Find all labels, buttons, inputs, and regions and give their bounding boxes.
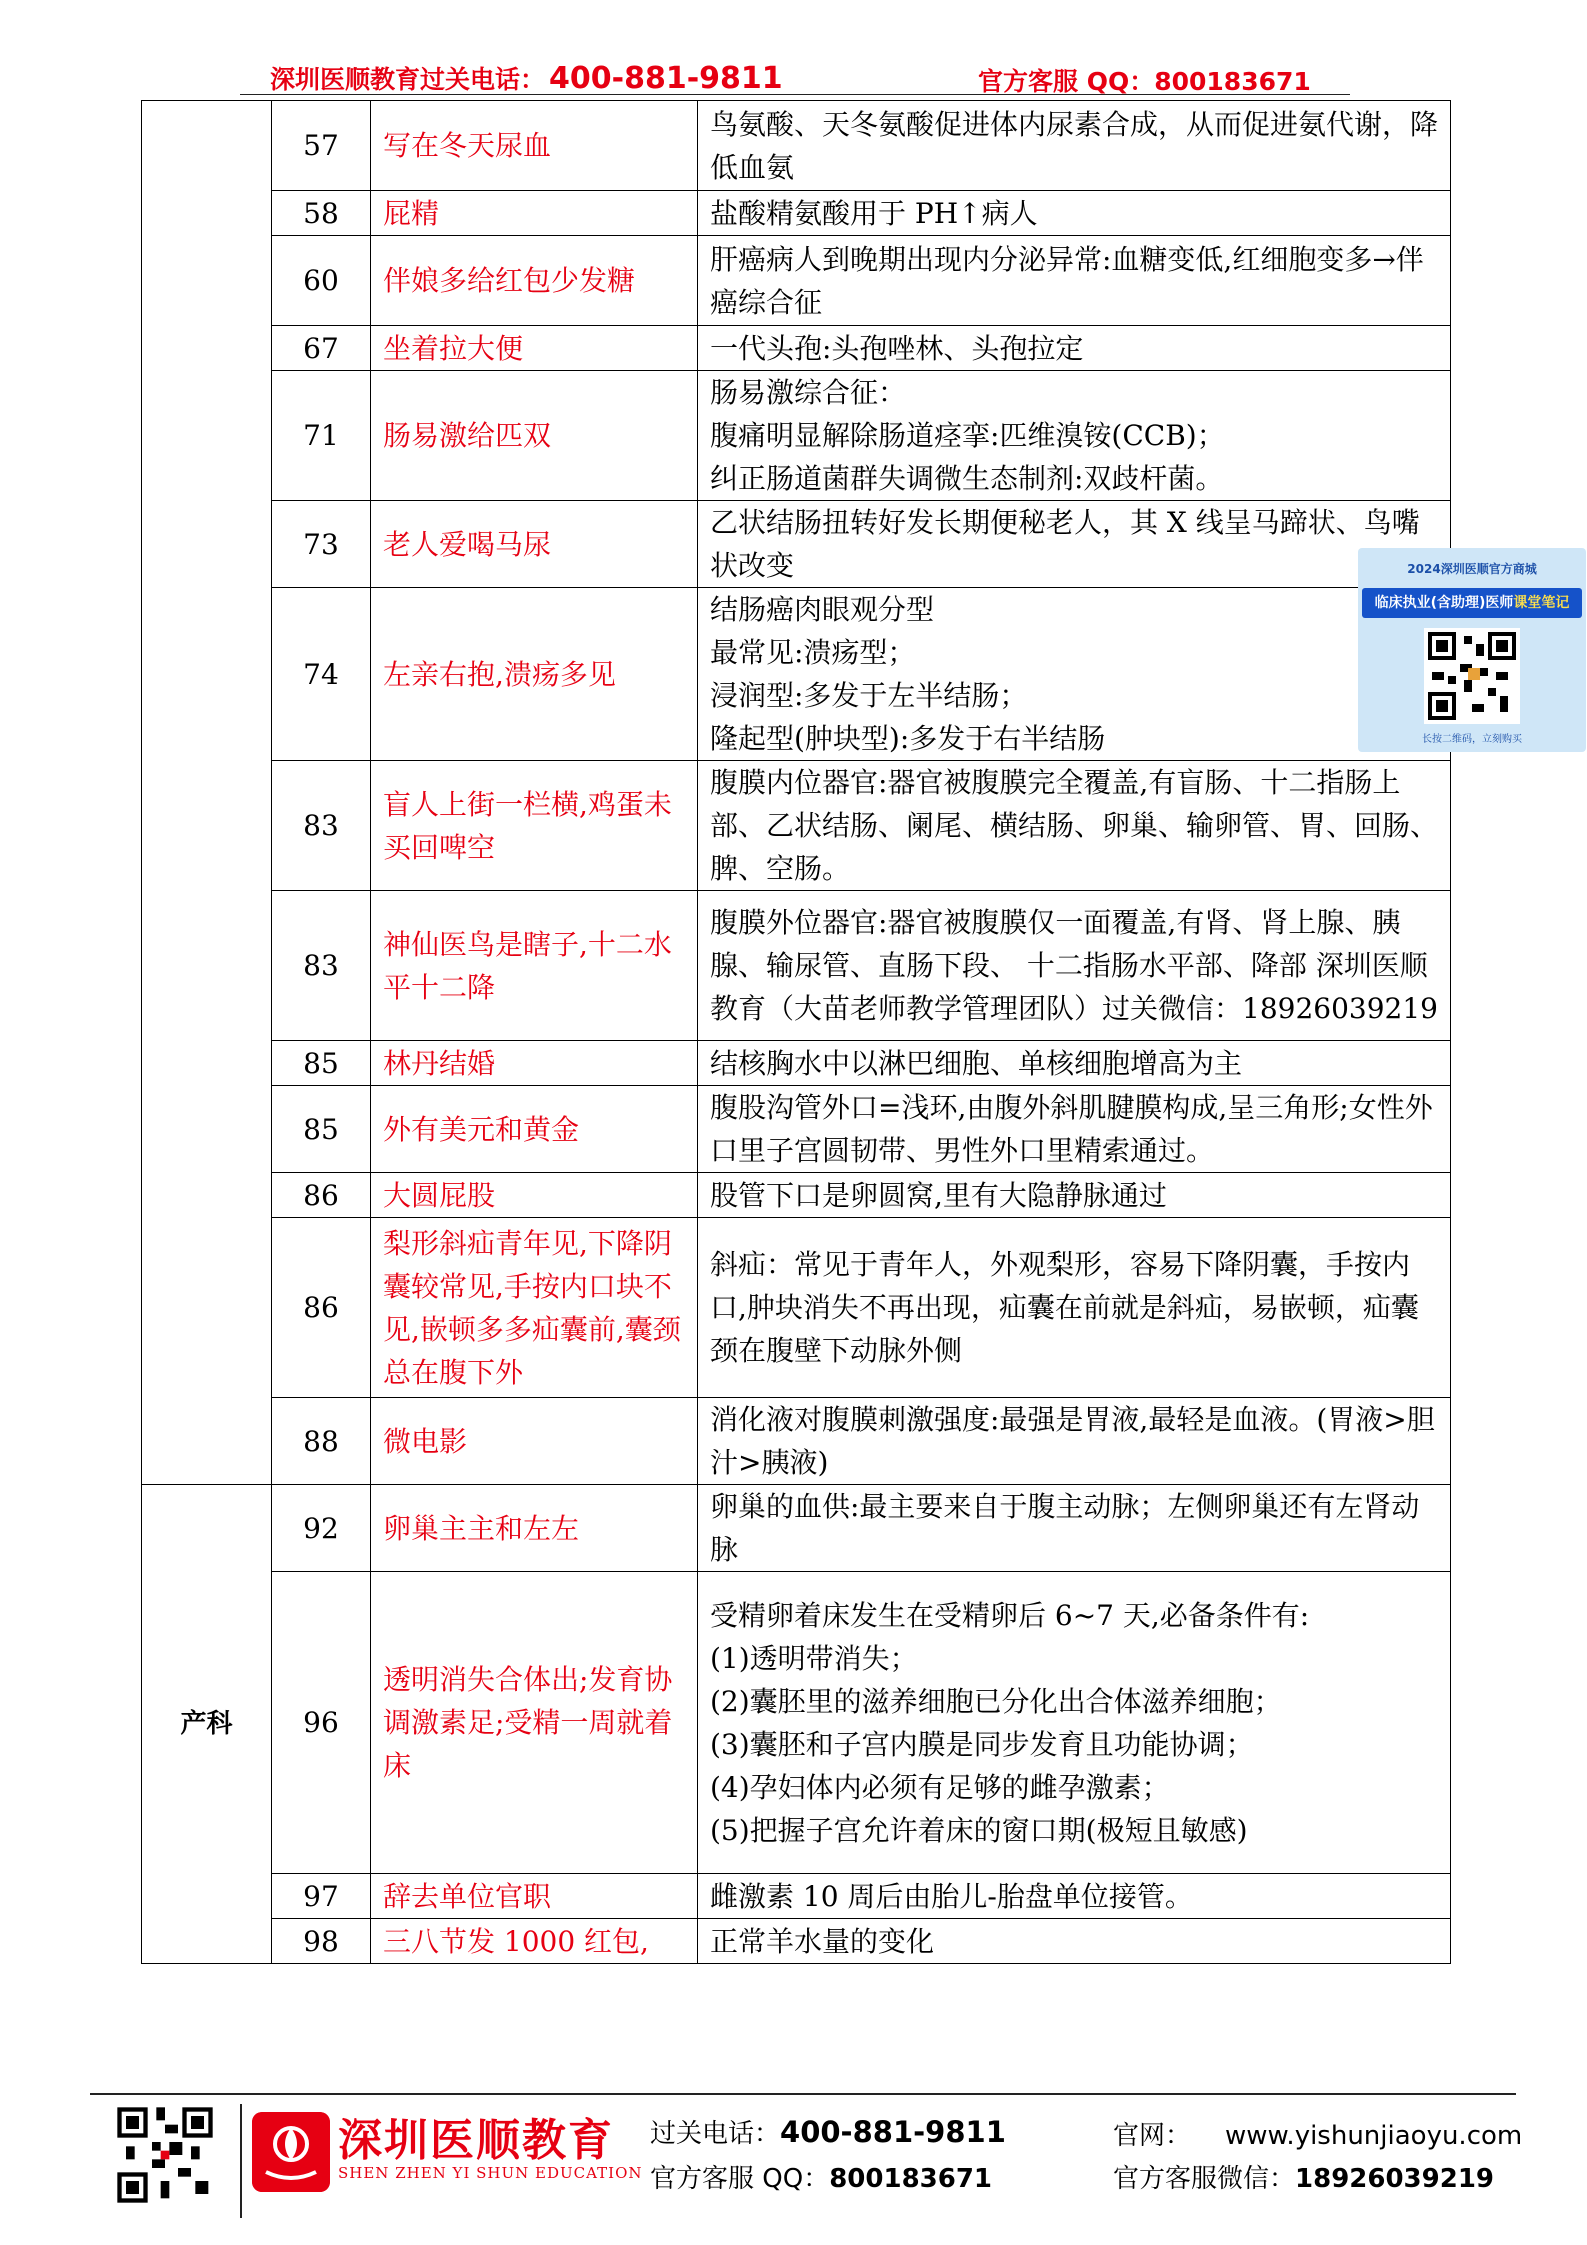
- row-number: 85: [272, 1041, 371, 1086]
- content-cell: 消化液对腹膜刺激强度:最强是胃液,最轻是血液。(胃液>胆汁>胰液): [698, 1398, 1451, 1485]
- table-row: [142, 1874, 1451, 1919]
- table-row: [142, 191, 1451, 236]
- logo-icon: [252, 2112, 330, 2192]
- content-cell: 乙状结肠扭转好发长期便秘老人，其 X 线呈马蹄状、鸟嘴状改变: [698, 501, 1451, 588]
- row-number: 85: [272, 1086, 371, 1173]
- row-number: 74: [272, 588, 371, 761]
- mnemonic-cell: 神仙医鸟是瞎子,十二水平十二降: [371, 891, 698, 1041]
- footer-org-name: 深圳医顺教育: [338, 2115, 614, 2166]
- table-row: [142, 501, 1451, 588]
- row-number: 97: [272, 1874, 371, 1919]
- category-cell: 产科: [142, 1485, 272, 1964]
- table-row: [142, 1041, 1451, 1086]
- table-row: [142, 101, 1451, 191]
- table-row: [142, 761, 1451, 891]
- footer-phone: 过关电话：400-881-9811: [650, 2115, 1006, 2149]
- mnemonic-table: [141, 100, 1451, 1964]
- mnemonic-cell: 写在冬天尿血: [371, 101, 698, 191]
- content-cell: 肝癌病人到晚期出现内分泌异常:血糖变低,红细胞变多→伴癌综合征: [698, 236, 1451, 326]
- row-number: 83: [272, 761, 371, 891]
- mnemonic-cell: 伴娘多给红包少发糖: [371, 236, 698, 326]
- website-link[interactable]: www.yishunjiaoyu.com: [1225, 2121, 1523, 2151]
- category-cell: [142, 101, 272, 1485]
- mnemonic-cell: 三八节发 1000 红包,: [371, 1919, 698, 1964]
- content-cell: 雌激素 10 周后由胎儿-胎盘单位接管。: [698, 1874, 1451, 1919]
- ad-qr-code-icon[interactable]: [1424, 628, 1520, 724]
- row-number: 71: [272, 371, 371, 501]
- mnemonic-cell: 盲人上街一栏横,鸡蛋未买回啤空: [371, 761, 698, 891]
- content-cell: 受精卵着床发生在受精卵后 6~7 天,必备条件有: (1)透明带消失； (2)囊胚里的滋养细胞已分化出合体滋养细胞； (3)囊胚和子宫内膜是同步发育且功能协调； (4)孕妇体内必须有足够的雌孕激素； (5)把握子宫允许着床的窗口期(极短且敏感): [698, 1572, 1451, 1874]
- footer-divider: [90, 2093, 1516, 2095]
- content-cell: 正常羊水量的变化: [698, 1919, 1451, 1964]
- table-row: [142, 236, 1451, 326]
- row-number: 60: [272, 236, 371, 326]
- table-row: [142, 588, 1451, 761]
- mnemonic-cell: 林丹结婚: [371, 1041, 698, 1086]
- mnemonic-cell: 透明消失合体出;发育协调激素足;受精一周就着床: [371, 1572, 698, 1874]
- content-cell: 盐酸精氨酸用于 PH↑病人: [698, 191, 1451, 236]
- table-body: [142, 101, 1451, 1964]
- mnemonic-cell: 大圆屁股: [371, 1173, 698, 1218]
- table-row: [142, 326, 1451, 371]
- header-qq: 官方客服 QQ：800183671: [978, 67, 1311, 96]
- mnemonic-cell: 肠易激给匹双: [371, 371, 698, 501]
- table-row: [142, 1485, 1451, 1572]
- footer-website: 官网： www.yishunjiaoyu.com: [1113, 2121, 1523, 2151]
- row-number: 67: [272, 326, 371, 371]
- table-row: [142, 371, 1451, 501]
- footer-qr-code-icon: [113, 2103, 217, 2207]
- ad-line1: 2024深圳医顺官方商城: [1407, 562, 1537, 576]
- row-number: 57: [272, 101, 371, 191]
- page-header: [240, 58, 1350, 95]
- content-cell: 鸟氨酸、天冬氨酸促进体内尿素合成，从而促进氨代谢，降低血氨: [698, 101, 1451, 191]
- table-row: [142, 1218, 1451, 1398]
- content-cell: 卵巢的血供:最主要来自于腹主动脉；左侧卵巢还有左肾动脉: [698, 1485, 1451, 1572]
- mnemonic-cell: 坐着拉大便: [371, 326, 698, 371]
- ad-caption: 长按二维码，立刻购买: [1422, 734, 1522, 745]
- table-row: [142, 1572, 1451, 1874]
- row-number: 88: [272, 1398, 371, 1485]
- ad-title-a: 临床执业(含助理)医师: [1374, 595, 1514, 611]
- content-cell: 结肠癌肉眼观分型 最常见:溃疡型； 浸润型:多发于左半结肠； 隆起型(肿块型):多发于右半结肠: [698, 588, 1451, 761]
- row-number: 83: [272, 891, 371, 1041]
- content-cell: 股管下口是卵圆窝,里有大隐静脉通过: [698, 1173, 1451, 1218]
- footer-org-en: SHEN ZHEN YI SHUN EDUCATION: [338, 2164, 643, 2182]
- content-cell: 结核胸水中以淋巴细胞、单核细胞增高为主: [698, 1041, 1451, 1086]
- table-row: [142, 1919, 1451, 1964]
- content-cell: 腹股沟管外口=浅环,由腹外斜肌腱膜构成,呈三角形;女性外口里子宫圆韧带、男性外口里精索通过。: [698, 1086, 1451, 1173]
- table-row: [142, 1173, 1451, 1218]
- content-cell: 腹膜内位器官:器官被腹膜完全覆盖,有盲肠、十二指肠上部、乙状结肠、阑尾、横结肠、卵巢、输卵管、胃、回肠、脾、空肠。: [698, 761, 1451, 891]
- ad-title: [1362, 588, 1582, 618]
- row-number: 96: [272, 1572, 371, 1874]
- content-cell: 一代头孢:头孢唑林、头孢拉定: [698, 326, 1451, 371]
- row-number: 98: [272, 1919, 371, 1964]
- mnemonic-cell: 辞去单位官职: [371, 1874, 698, 1919]
- mnemonic-cell: 老人爱喝马尿: [371, 501, 698, 588]
- row-number: 86: [272, 1218, 371, 1398]
- row-number: 58: [272, 191, 371, 236]
- row-number: 73: [272, 501, 371, 588]
- header-phone: 深圳医顺教育过关电话： 400-881-9811: [270, 61, 783, 96]
- table-row: [142, 1398, 1451, 1485]
- content-cell: 肠易激综合征： 腹痛明显解除肠道痉挛:匹维溴铵(CCB)； 纠正肠道菌群失调微生态制剂:双歧杆菌。: [698, 371, 1451, 501]
- content-cell: 斜疝：常见于青年人，外观梨形，容易下降阴囊，手按内口,肿块消失不再出现，疝囊在前就是斜疝，易嵌顿，疝囊颈在腹壁下动脉外侧: [698, 1218, 1451, 1398]
- qr-ad-card[interactable]: [1358, 548, 1586, 752]
- row-number: 92: [272, 1485, 371, 1572]
- mnemonic-cell: 梨形斜疝青年见,下降阴囊较常见,手按内口块不见,嵌顿多多疝囊前,囊颈总在腹下外: [371, 1218, 698, 1398]
- row-number: 86: [272, 1173, 371, 1218]
- footer-wechat: 官方客服微信：18926039219: [1113, 2164, 1495, 2194]
- content-cell: 腹膜外位器官:器官被腹膜仅一面覆盖,有肾、肾上腺、胰腺、输尿管、直肠下段、 十二指肠水平部、降部 深圳医顺教育（大苗老师教学管理团队）过关微信：18926039219: [698, 891, 1451, 1041]
- table-row: [142, 1086, 1451, 1173]
- mnemonic-cell: 卵巢主主和左左: [371, 1485, 698, 1572]
- mnemonic-cell: 外有美元和黄金: [371, 1086, 698, 1173]
- mnemonic-cell: 屁精: [371, 191, 698, 236]
- ad-title-b: 课堂笔记: [1513, 595, 1570, 611]
- footer-qq: 官方客服 QQ：800183671: [650, 2164, 993, 2194]
- table-row: [142, 891, 1451, 1041]
- mnemonic-cell: 微电影: [371, 1398, 698, 1485]
- mnemonic-cell: 左亲右抱,溃疡多见: [371, 588, 698, 761]
- footer-separator: [240, 2104, 242, 2218]
